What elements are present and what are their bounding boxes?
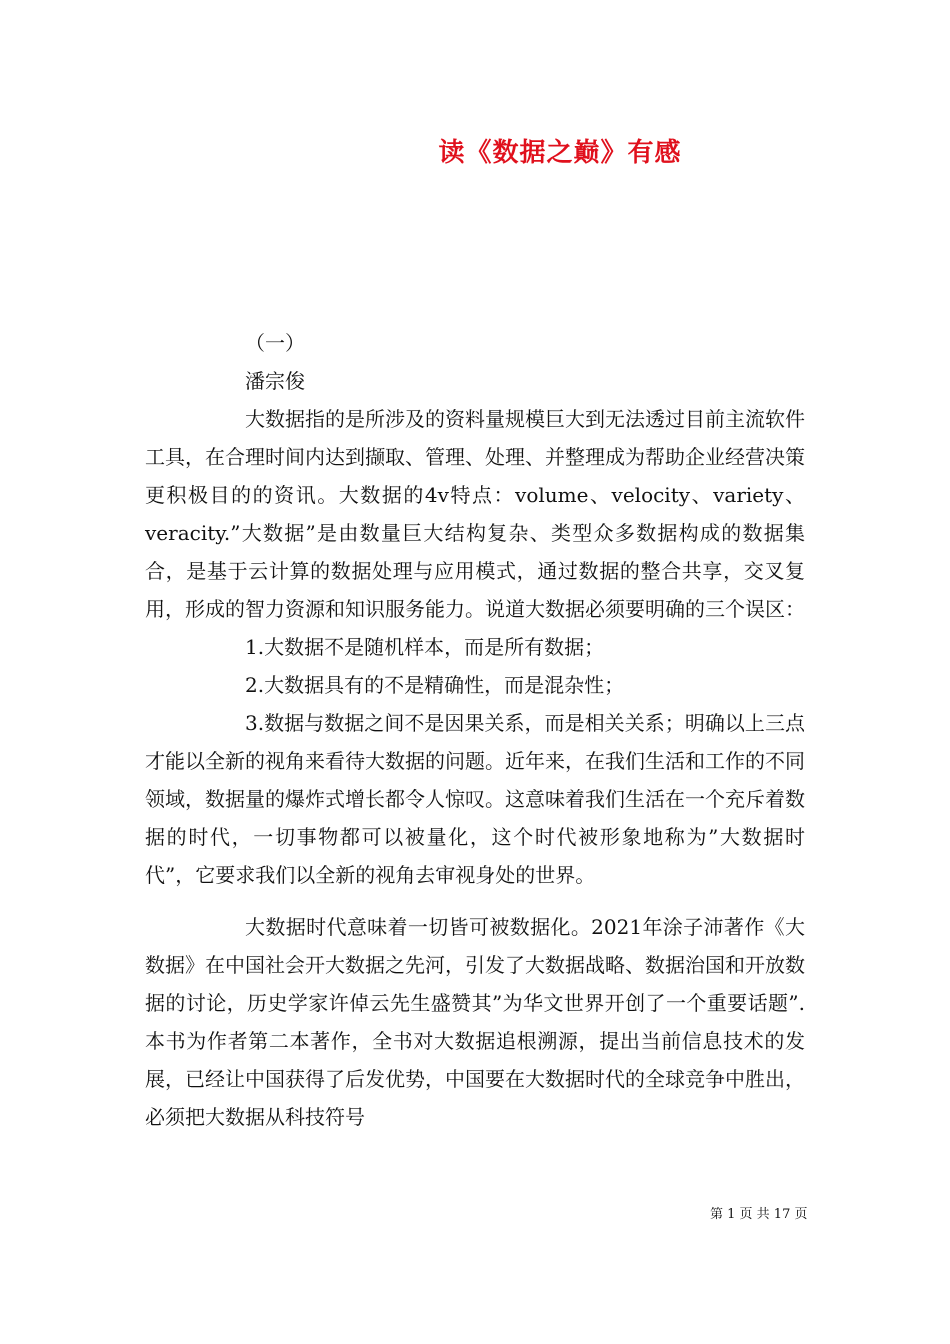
paragraph-intro: 大数据指的是所涉及的资料量规模巨大到无法透过目前主流软件工具，在合理时间内达到撷取、管理、处理、并整理成为帮助企业经营决策更积极目的的资讯。大数据的4v特点：volume、velocity、variety、veracity.”大数据”是由数量巨大结构复杂、类型众多数据构成的数据集合，是基于云计算的数据处理与应用模式，通过数据的整合共享，交叉复用，形成的智力资源和知识服务能力。说道大数据必须要明确的三个误区： <box>145 407 805 621</box>
list-item: 2.大数据具有的不是精确性，而是混杂性； <box>245 673 625 697</box>
paragraph-book: 大数据时代意味着一切皆可被数据化。2021年涂子沛著作《大数据》在中国社会开大数据之先河，引发了大数据战略、数据治国和开放数据的讨论，历史学家许倬云先生盛赞其”为华文世界开创了一个重要话题”.本书为作者第二本著作，全书对大数据追根溯源，提出当前信息技术的发展，已经让中国获得了后发优势，中国要在大数据时代的全球竞争中胜出，必须把大数据从科技符号 <box>145 915 805 1129</box>
section-number: （一） <box>245 331 305 355</box>
list-item: 3.数据与数据之间不是因果关系，而是相关关系；明确以上三点才能以全新的视角来看待大数据的问题。近年来，在我们生活和工作的不同领域，数据量的爆炸式增长都令人惊叹。这意味着我们生活在一个充斥着数据的时代，一切事物都可以被量化，这个时代被形象地称为”大数据时代”，它要求我们以全新的视角去审视身处的世界。 <box>145 711 805 887</box>
document-body <box>145 324 805 1136</box>
page-title: 读《数据之巅》有感 <box>438 138 682 168</box>
author-name: 潘宗俊 <box>245 369 305 393</box>
page-number: 第 1 页 共 17 页 <box>710 1207 808 1222</box>
list-item: 1.大数据不是随机样本，而是所有数据； <box>245 635 605 659</box>
